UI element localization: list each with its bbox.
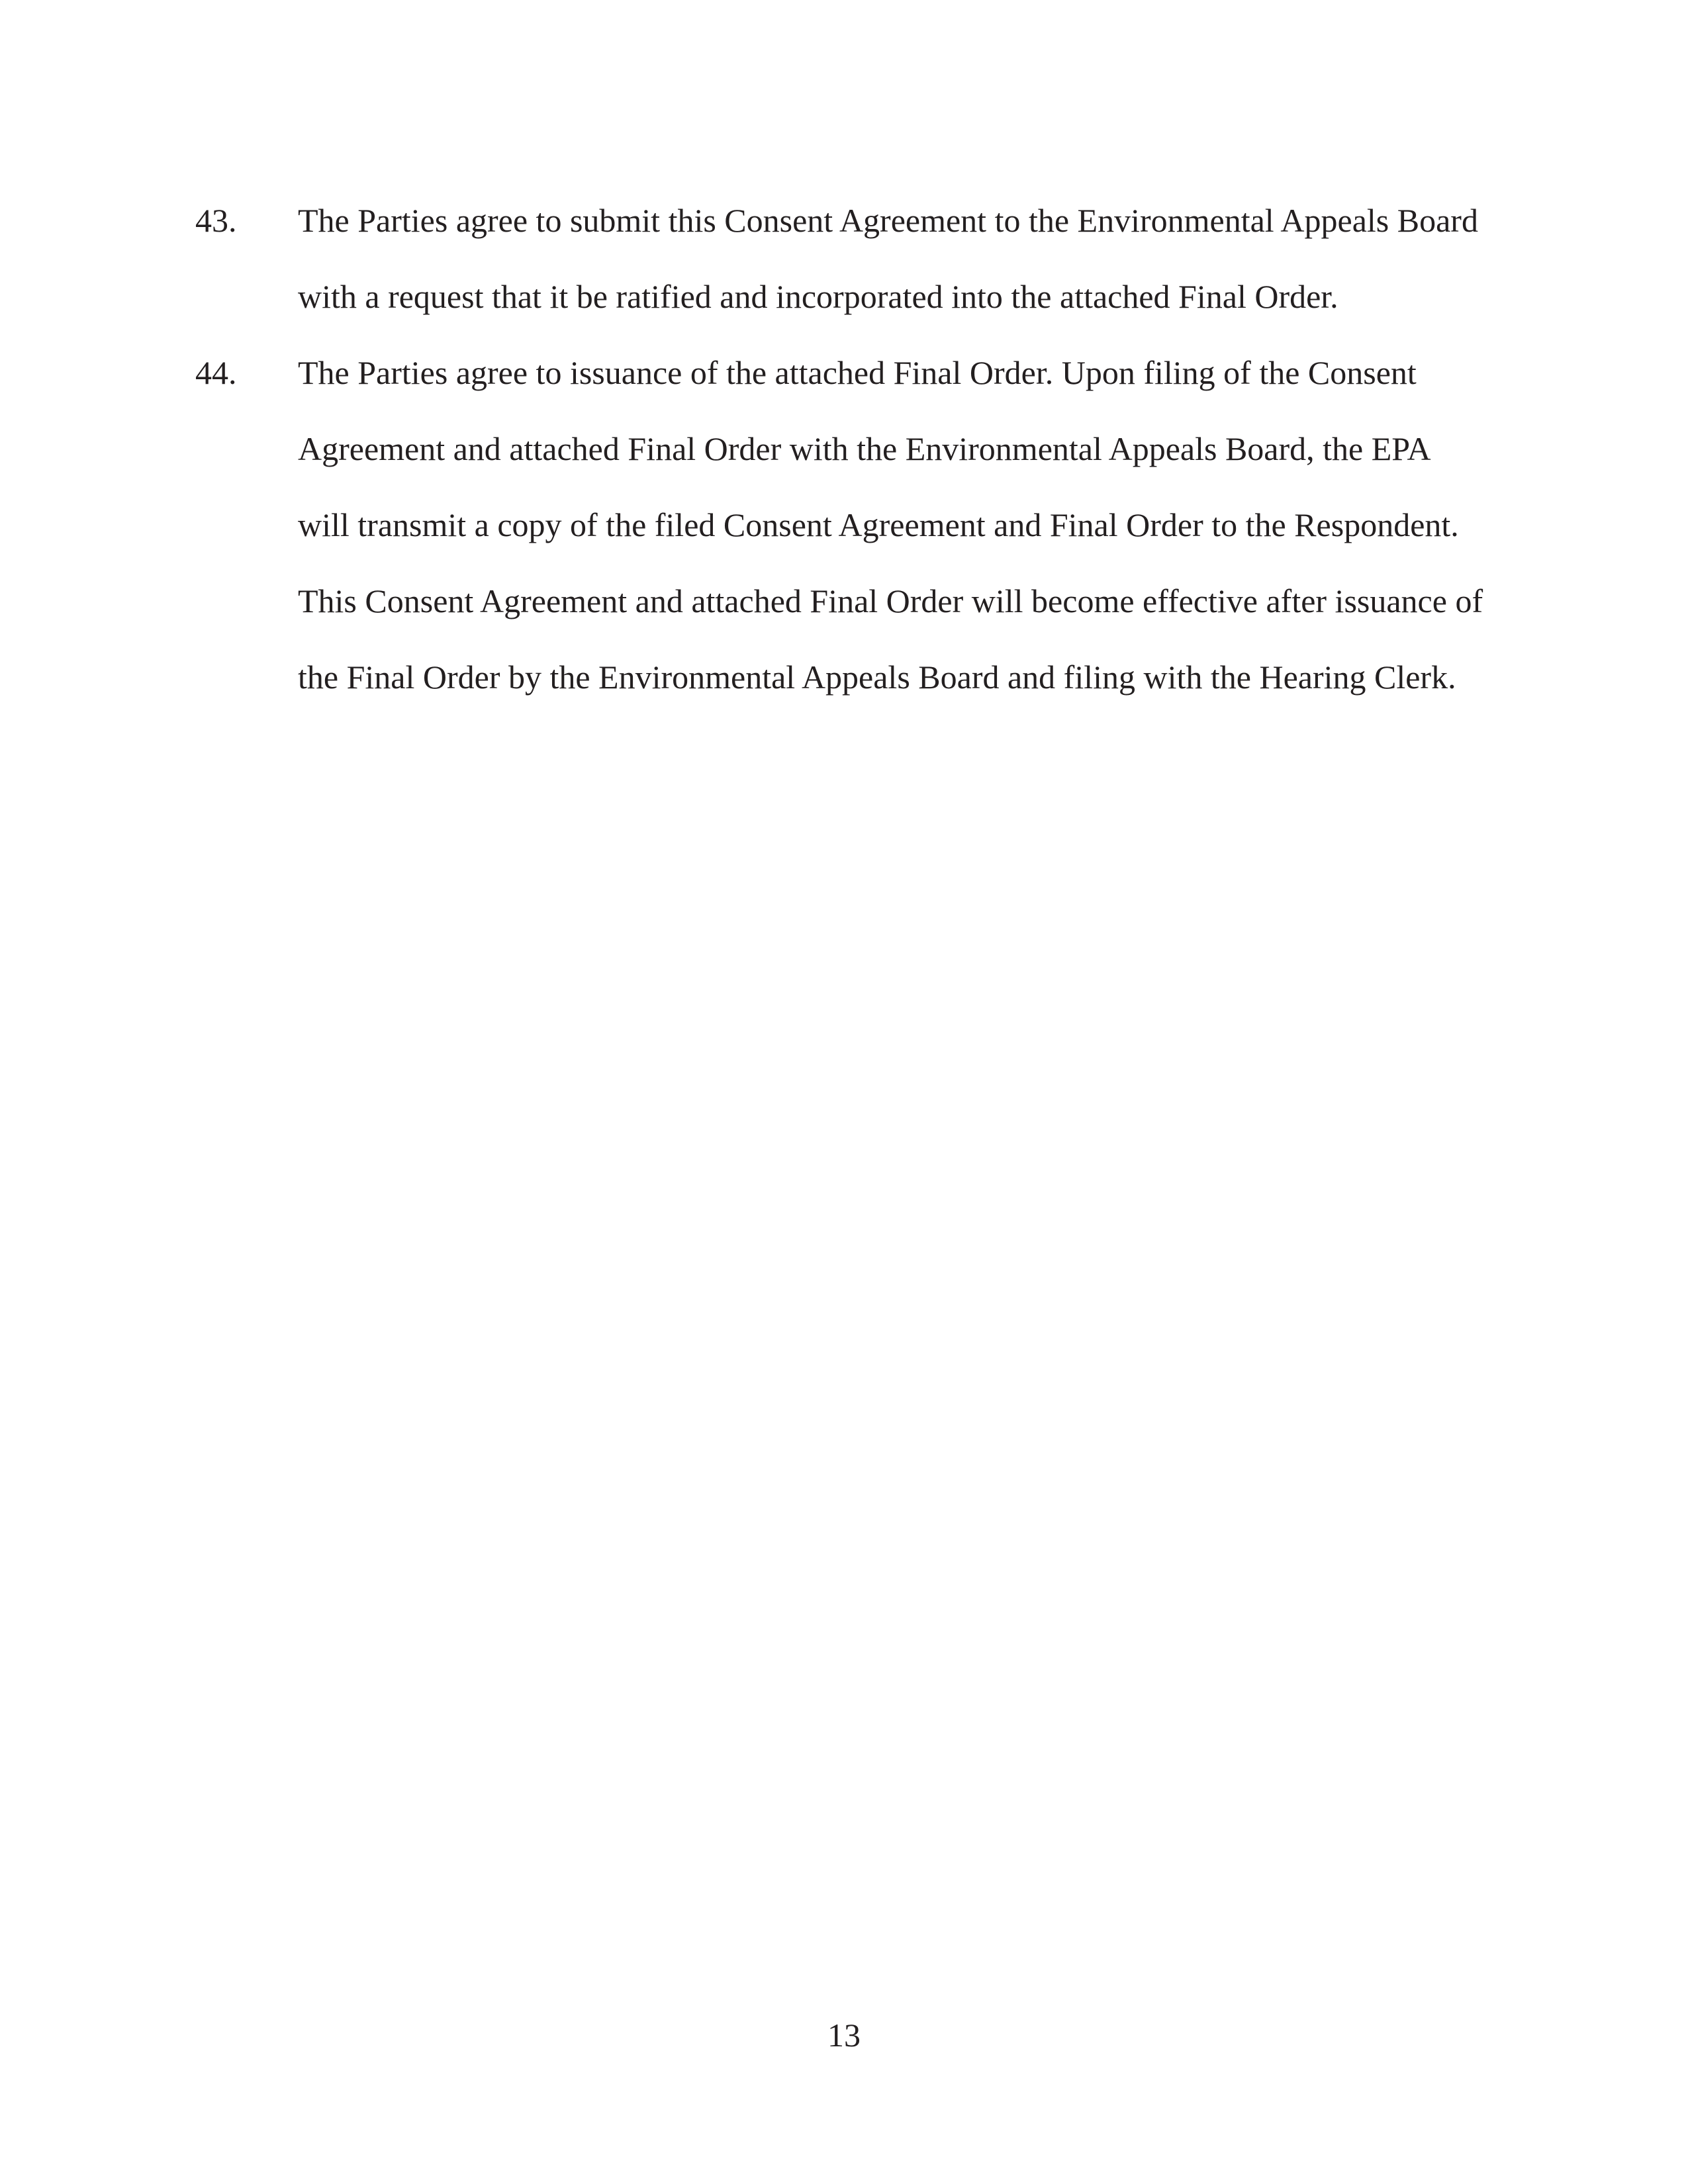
paragraph-line: with a request that it be ratified and incorporated into the attached Final Order. — [298, 278, 1338, 315]
paragraph-line: the Final Order by the Environmental Appeals Board and filing with the Hearing Clerk. — [298, 659, 1456, 696]
paragraph-number: 43. — [195, 202, 237, 239]
paragraph-text — [298, 183, 1519, 335]
paragraph-line: This Consent Agreement and attached Final Order will become effective after issuance of — [298, 582, 1483, 619]
page-number: 13 — [827, 2017, 861, 2054]
paragraph-line: The Parties agree to issuance of the attached Final Order. Upon filing of the Consent — [298, 354, 1417, 391]
paragraph-line: The Parties agree to submit this Consent Agreement to the Environmental Appeals Board — [298, 202, 1478, 239]
paragraph-line: will transmit a copy of the filed Consent Agreement and Final Order to the Respondent. — [298, 506, 1459, 543]
paragraph-number: 44. — [195, 354, 237, 391]
paragraph-text — [298, 335, 1519, 715]
paragraph-line: Agreement and attached Final Order with the Environmental Appeals Board, the EPA — [298, 430, 1431, 467]
